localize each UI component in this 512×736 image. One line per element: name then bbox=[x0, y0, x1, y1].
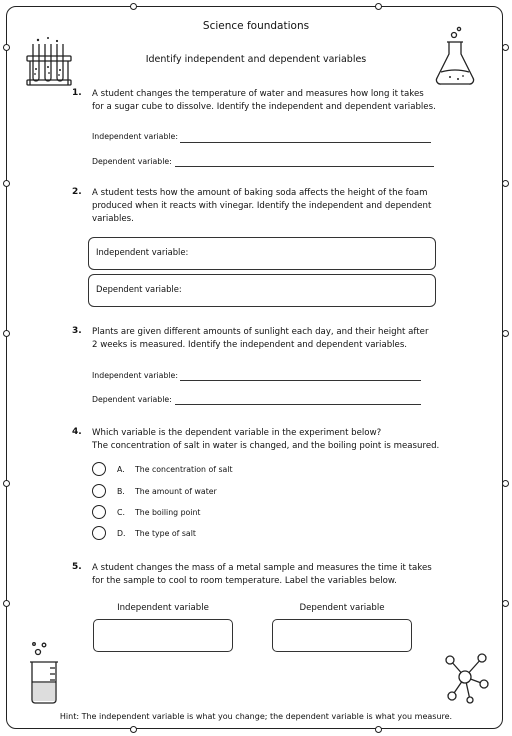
option-a-radio[interactable] bbox=[92, 462, 106, 476]
question-number: 2. bbox=[72, 187, 82, 197]
option-text: The amount of water bbox=[135, 487, 217, 496]
independent-variable-label: Independent variable: bbox=[96, 247, 189, 257]
option-b-radio[interactable] bbox=[92, 484, 106, 498]
beaker-icon bbox=[24, 640, 64, 706]
dependent-variable-heading: Dependent variable bbox=[299, 603, 385, 613]
question-number: 3. bbox=[72, 326, 82, 336]
option-letter: C. bbox=[117, 508, 125, 517]
question-number: 4. bbox=[72, 427, 82, 437]
border-dot bbox=[502, 600, 509, 607]
page-title: Science foundations bbox=[202, 20, 310, 32]
dependent-variable-answer-box[interactable] bbox=[272, 619, 412, 652]
option-text: The concentration of salt bbox=[135, 465, 233, 474]
worksheet-border bbox=[6, 6, 503, 729]
independent-variable-heading: Independent variable bbox=[117, 603, 209, 613]
option-letter: B. bbox=[117, 487, 125, 496]
independent-variable-label: Independent variable: bbox=[92, 132, 178, 141]
question-text: Which variable is the dependent variable in the experiment below? The concentration of salt in water is changed, and the boiling point is measured. bbox=[92, 428, 440, 451]
border-dot bbox=[502, 330, 509, 337]
dependent-variable-answer-line[interactable] bbox=[175, 404, 421, 405]
question-text: A student tests how the amount of baking soda affects the height of the foam produced when it reacts with vinegar. Identify the independent and dependent variables. bbox=[92, 188, 432, 224]
option-d-radio[interactable] bbox=[92, 526, 106, 540]
border-dot bbox=[502, 180, 509, 187]
molecule-icon bbox=[440, 650, 490, 704]
independent-variable-answer-line[interactable] bbox=[180, 142, 431, 143]
question-text: A student changes the mass of a metal sample and measures the time it takes for the sample to cool to room temperature. Label the variables below. bbox=[92, 563, 432, 586]
dependent-variable-label: Dependent variable: bbox=[92, 395, 172, 404]
dependent-variable-answer-line[interactable] bbox=[175, 166, 434, 167]
question-text: Plants are given different amounts of sunlight each day, and their height after 2 weeks is measured. Identify the independent and dependent variables. bbox=[92, 327, 429, 350]
option-letter: A. bbox=[117, 465, 125, 474]
border-dot bbox=[375, 3, 382, 10]
independent-variable-label: Independent variable: bbox=[92, 371, 178, 380]
independent-variable-answer-box[interactable] bbox=[93, 619, 233, 652]
border-dot bbox=[502, 44, 509, 51]
border-dot bbox=[3, 44, 10, 51]
hint-text: Hint: The independent variable is what you change; the dependent variable is what you measure. bbox=[59, 712, 453, 721]
option-text: The boiling point bbox=[135, 508, 201, 517]
border-dot bbox=[130, 3, 137, 10]
border-dot bbox=[375, 726, 382, 733]
question-number: 1. bbox=[72, 88, 82, 98]
question-number: 5. bbox=[72, 562, 82, 572]
dependent-variable-label: Dependent variable: bbox=[96, 284, 182, 294]
dependent-variable-label: Dependent variable: bbox=[92, 157, 172, 166]
border-dot bbox=[130, 726, 137, 733]
border-dot bbox=[3, 180, 10, 187]
option-text: The type of salt bbox=[135, 529, 196, 538]
dependent-variable-answer-box[interactable] bbox=[88, 274, 436, 307]
option-letter: D. bbox=[117, 529, 126, 538]
question-text: A student changes the temperature of water and measures how long it takes for a sugar cube to dissolve. Identify the independent and dependent variables. bbox=[92, 89, 436, 112]
independent-variable-answer-line[interactable] bbox=[180, 380, 421, 381]
page-subtitle: Identify independent and dependent variables bbox=[145, 54, 367, 65]
option-c-radio[interactable] bbox=[92, 505, 106, 519]
independent-variable-answer-box[interactable] bbox=[88, 237, 436, 270]
border-dot bbox=[3, 330, 10, 337]
border-dot bbox=[502, 480, 509, 487]
border-dot bbox=[3, 480, 10, 487]
border-dot bbox=[3, 600, 10, 607]
